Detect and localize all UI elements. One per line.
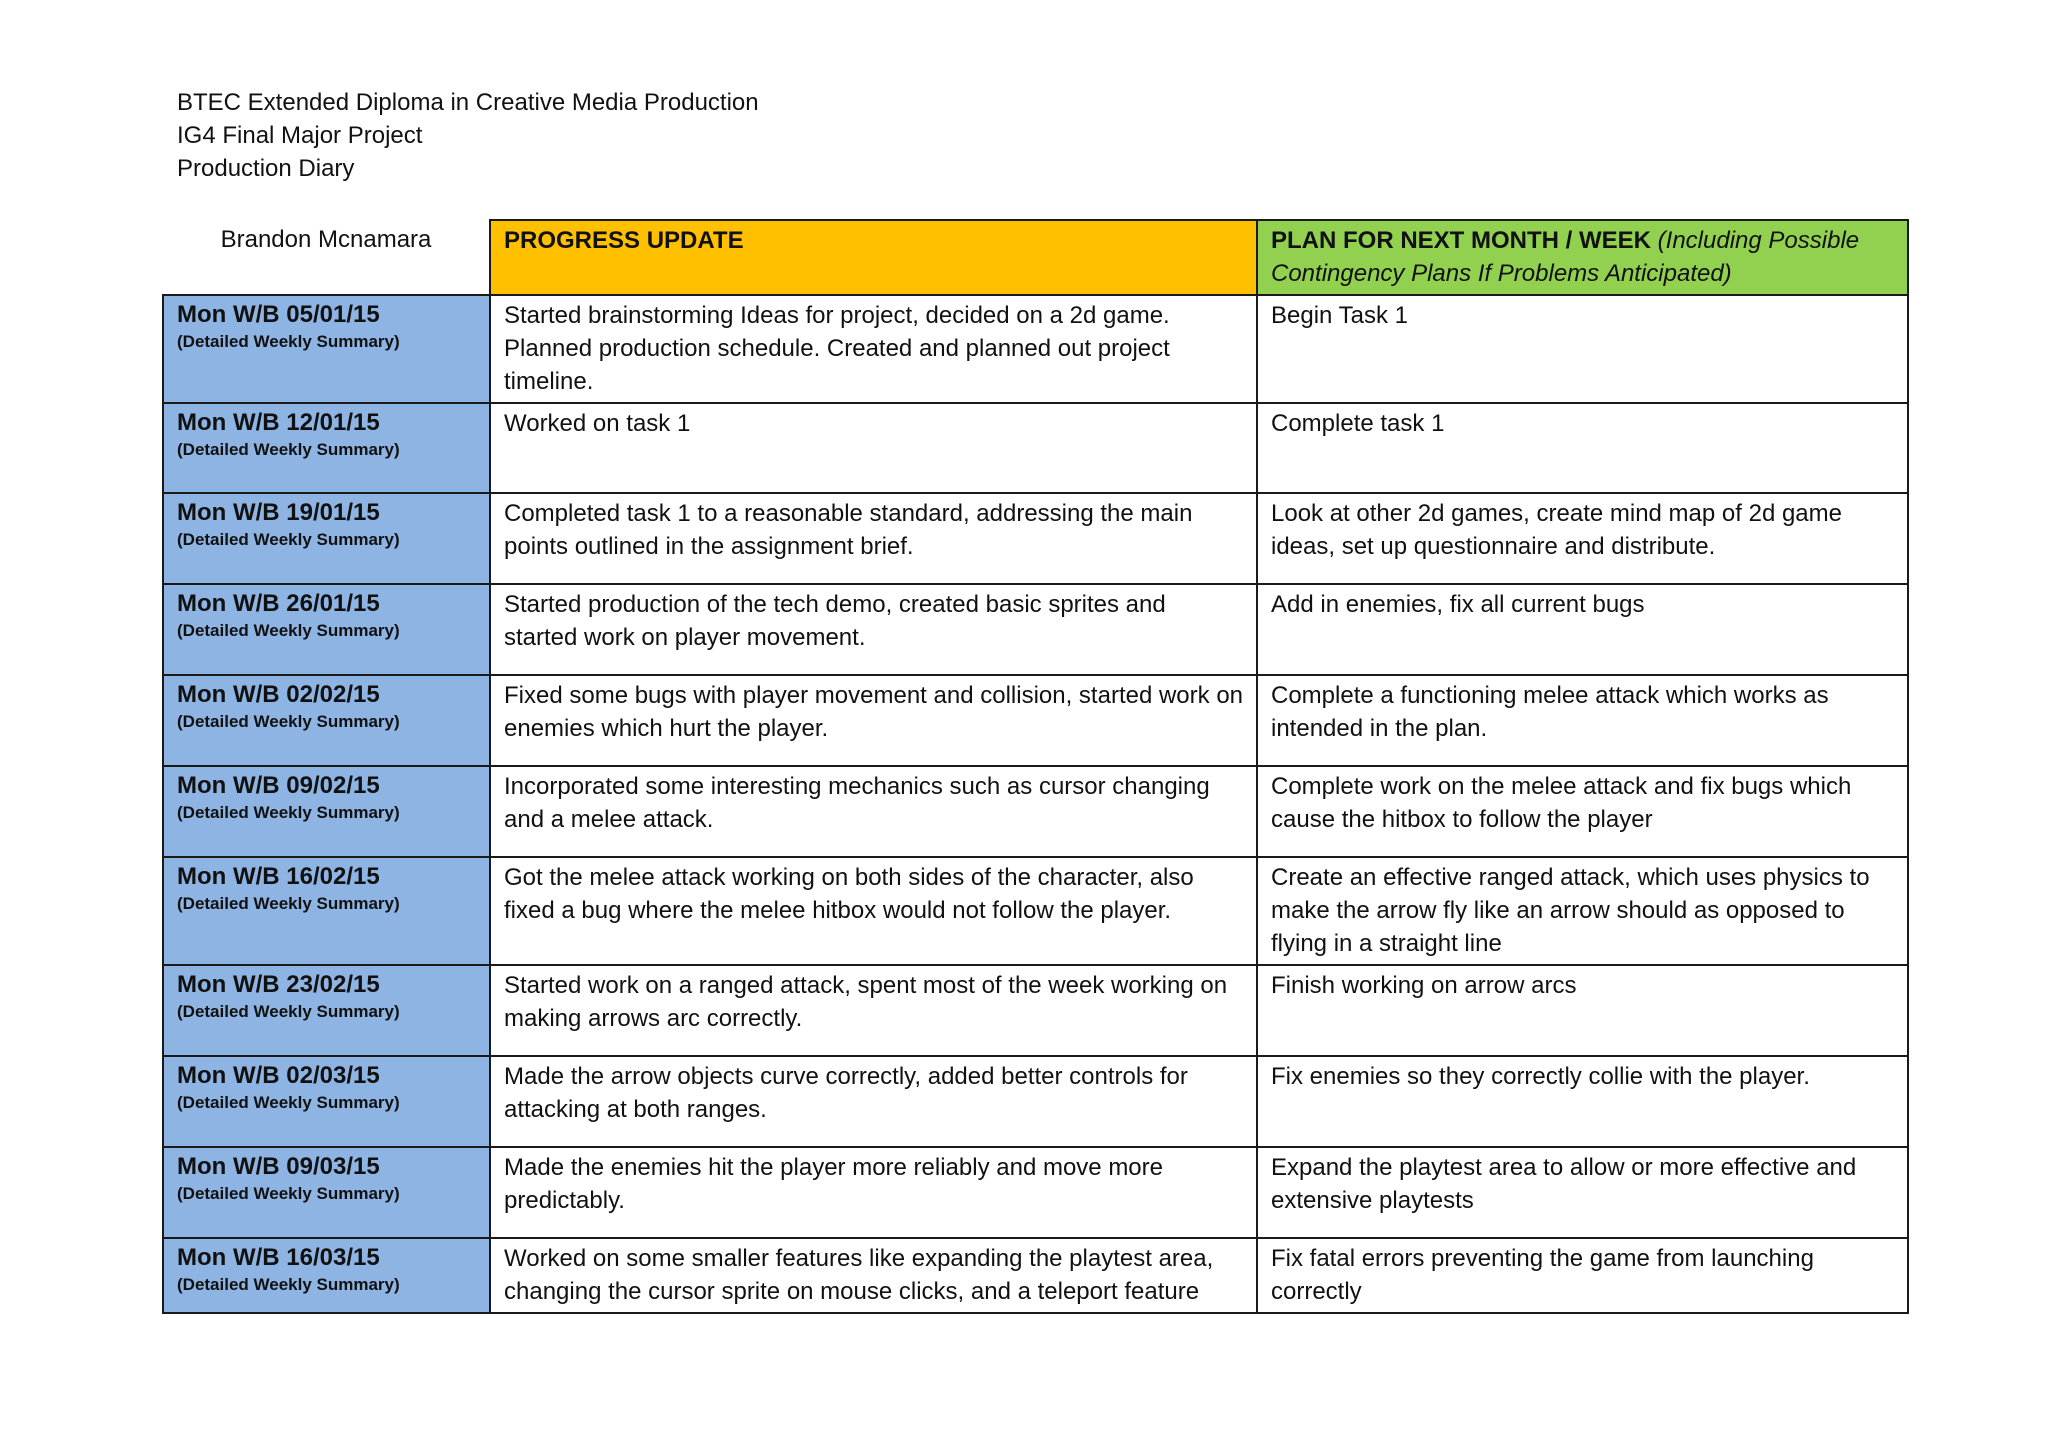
plan-heading-main: PLAN FOR NEXT MONTH / WEEK xyxy=(1271,227,1651,254)
week-cell xyxy=(163,493,490,584)
weekly-summary-label: (Detailed Weekly Summary) xyxy=(177,1093,400,1112)
progress-update-cell: Started brainstorming Ideas for project, decided on a 2d game. Planned production schedule. Created and planned out project timeline. xyxy=(490,295,1257,403)
week-label: Mon W/B 23/02/15 xyxy=(177,971,380,998)
week-label: Mon W/B 19/01/15 xyxy=(177,499,380,526)
table-header-row xyxy=(163,220,1908,295)
progress-update-cell: Made the arrow objects curve correctly, added better controls for attacking at both ranges. xyxy=(490,1056,1257,1147)
document-title: Production Diary xyxy=(177,155,355,182)
week-cell xyxy=(163,295,490,403)
table-row xyxy=(163,675,1908,766)
progress-update-cell: Started production of the tech demo, created basic sprites and started work on player movement. xyxy=(490,584,1257,675)
progress-update-cell: Worked on task 1 xyxy=(490,403,1257,493)
progress-update-cell: Worked on some smaller features like expanding the playtest area, changing the cursor sprite on mouse clicks, and a teleport feature xyxy=(490,1238,1257,1313)
table-row xyxy=(163,584,1908,675)
week-cell xyxy=(163,1147,490,1238)
plan-cell: Fix enemies so they correctly collie with the player. xyxy=(1257,1056,1908,1147)
table-row xyxy=(163,766,1908,857)
week-label: Mon W/B 12/01/15 xyxy=(177,409,380,436)
plan-cell: Look at other 2d games, create mind map of 2d game ideas, set up questionnaire and distribute. xyxy=(1257,493,1908,584)
plan-cell: Complete a functioning melee attack which works as intended in the plan. xyxy=(1257,675,1908,766)
progress-update-cell: Started work on a ranged attack, spent most of the week working on making arrows arc correctly. xyxy=(490,965,1257,1056)
table-row xyxy=(163,403,1908,493)
weekly-summary-label: (Detailed Weekly Summary) xyxy=(177,332,400,351)
week-cell xyxy=(163,584,490,675)
table-row xyxy=(163,1056,1908,1147)
document-header xyxy=(177,86,759,185)
weekly-summary-label: (Detailed Weekly Summary) xyxy=(177,712,400,731)
progress-update-cell: Incorporated some interesting mechanics such as cursor changing and a melee attack. xyxy=(490,766,1257,857)
week-label: Mon W/B 16/02/15 xyxy=(177,863,380,890)
table-row xyxy=(163,295,1908,403)
plan-cell: Complete task 1 xyxy=(1257,403,1908,493)
plan-cell: Create an effective ranged attack, which uses physics to make the arrow fly like an arrow should as opposed to flying in a straight line xyxy=(1257,857,1908,965)
progress-update-cell: Completed task 1 to a reasonable standard, addressing the main points outlined in the assignment brief. xyxy=(490,493,1257,584)
weekly-summary-label: (Detailed Weekly Summary) xyxy=(177,530,400,549)
week-label: Mon W/B 16/03/15 xyxy=(177,1244,380,1271)
week-label: Mon W/B 09/02/15 xyxy=(177,772,380,799)
week-label: Mon W/B 26/01/15 xyxy=(177,590,380,617)
plan-heading-note: (Including Possible Contingency Plans If Problems Anticipated) xyxy=(1271,227,1860,287)
table-row xyxy=(163,857,1908,965)
plan-cell: Begin Task 1 xyxy=(1257,295,1908,403)
plan-cell: Add in enemies, fix all current bugs xyxy=(1257,584,1908,675)
weekly-summary-label: (Detailed Weekly Summary) xyxy=(177,803,400,822)
weekly-summary-label: (Detailed Weekly Summary) xyxy=(177,621,400,640)
weekly-summary-label: (Detailed Weekly Summary) xyxy=(177,1275,400,1294)
weekly-summary-label: (Detailed Weekly Summary) xyxy=(177,440,400,459)
table-row xyxy=(163,965,1908,1056)
week-label: Mon W/B 02/03/15 xyxy=(177,1062,380,1089)
progress-update-cell: Fixed some bugs with player movement and collision, started work on enemies which hurt the player. xyxy=(490,675,1257,766)
week-label: Mon W/B 05/01/15 xyxy=(177,301,380,328)
week-cell xyxy=(163,1238,490,1313)
week-cell xyxy=(163,1056,490,1147)
week-cell xyxy=(163,857,490,965)
table-row xyxy=(163,493,1908,584)
weekly-summary-label: (Detailed Weekly Summary) xyxy=(177,1002,400,1021)
plan-cell: Fix fatal errors preventing the game from launching correctly xyxy=(1257,1238,1908,1313)
plan-cell: Expand the playtest area to allow or more effective and extensive playtests xyxy=(1257,1147,1908,1238)
progress-update-heading: PROGRESS UPDATE xyxy=(490,220,1257,295)
plan-cell: Complete work on the melee attack and fix bugs which cause the hitbox to follow the player xyxy=(1257,766,1908,857)
weekly-summary-label: (Detailed Weekly Summary) xyxy=(177,894,400,913)
progress-update-cell: Made the enemies hit the player more reliably and move more predictably. xyxy=(490,1147,1257,1238)
table-row xyxy=(163,1238,1908,1313)
plan-heading xyxy=(1257,220,1908,295)
student-name: Brandon Mcnamara xyxy=(220,226,432,253)
week-label: Mon W/B 02/02/15 xyxy=(177,681,380,708)
table-row xyxy=(163,1147,1908,1238)
project-title: IG4 Final Major Project xyxy=(177,122,423,149)
production-diary-table xyxy=(162,219,1909,1314)
week-cell xyxy=(163,403,490,493)
week-label: Mon W/B 09/03/15 xyxy=(177,1153,380,1180)
course-title: BTEC Extended Diploma in Creative Media Production xyxy=(177,89,759,116)
week-cell xyxy=(163,675,490,766)
progress-update-cell: Got the melee attack working on both sides of the character, also fixed a bug where the melee hitbox would not follow the player. xyxy=(490,857,1257,965)
weekly-summary-label: (Detailed Weekly Summary) xyxy=(177,1184,400,1203)
plan-cell: Finish working on arrow arcs xyxy=(1257,965,1908,1056)
week-cell xyxy=(163,965,490,1056)
week-cell xyxy=(163,766,490,857)
